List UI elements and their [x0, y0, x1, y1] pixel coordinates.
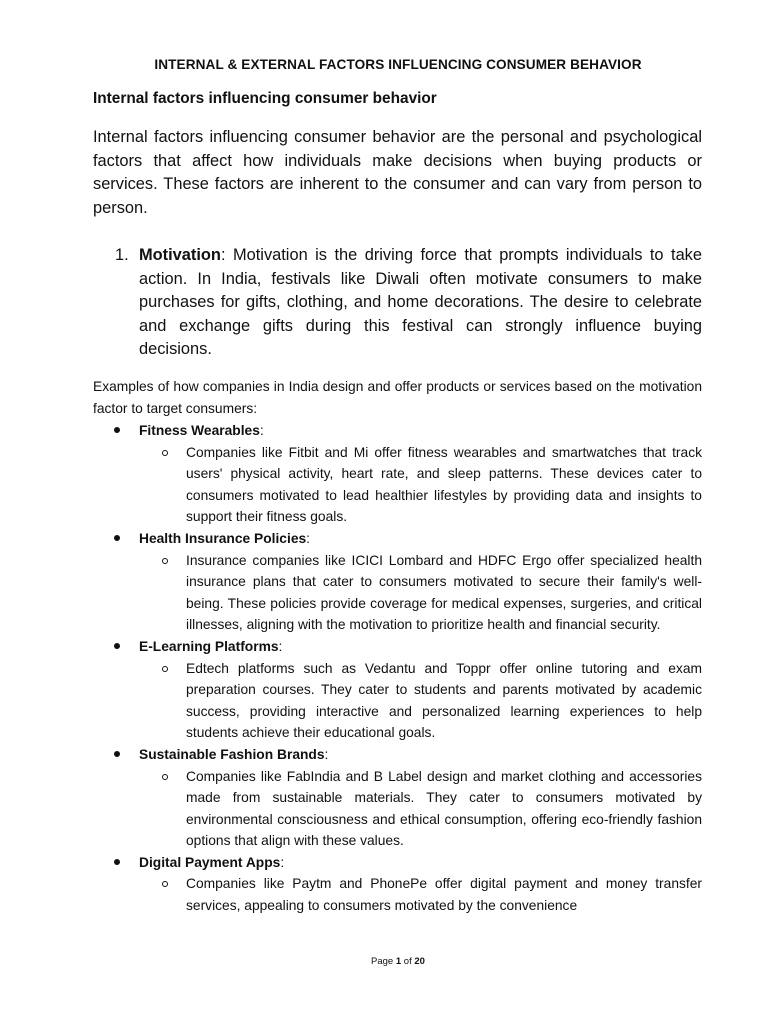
list-item-title: Digital Payment Apps	[139, 854, 281, 870]
list-item-heading	[139, 528, 768, 550]
list-item-heading	[139, 744, 768, 766]
circle-bullet-icon	[162, 881, 168, 887]
sub-list-item-text: Insurance companies like ICICI Lombard and HDFC Ergo offer specialized health insurance plans that cater to consumers motivated to secure their family's well-being. These policies provide coverage for medical expenses, surgeries, and critical illnesses, aligning with the motivation to prioritize health and financial security.	[186, 552, 702, 633]
bullet-icon	[114, 643, 120, 649]
list-item-heading	[139, 636, 768, 658]
list-item	[0, 528, 768, 636]
sub-list-item-text: Edtech platforms such as Vedantu and Toppr offer online tutoring and exam preparation courses. They cater to students and parents motivated by academic success, providing interactive and personalized learning experiences to help students achieve their educational goals.	[186, 660, 702, 741]
footer-current-page: 1	[395, 956, 402, 967]
numbered-item-term: Motivation	[139, 246, 221, 264]
list-item	[0, 420, 768, 528]
circle-bullet-icon	[162, 450, 168, 456]
list-item	[0, 636, 768, 744]
sub-list-item-text: Companies like Fitbit and Mi offer fitness wearables and smartwatches that track users' physical activity, heart rate, and sleep patterns. These devices cater to consumers motivated to lead healthier lifestyles by providing data and insights to support their fitness goals.	[186, 444, 702, 525]
numbered-list-item	[139, 244, 702, 362]
list-item-heading	[139, 852, 768, 874]
sub-list-item-text: Companies like FabIndia and B Label design and market clothing and accessories made from sustainable materials. They cater to consumers motivated by environmental consciousness and ethical consumption, offering eco-friendly fashion options that align with these values.	[186, 768, 702, 849]
examples-intro: Examples of how companies in India design and offer products or services based on the motivation factor to target consumers:	[93, 379, 702, 416]
bullet-icon	[114, 859, 120, 865]
intro-paragraph: Internal factors influencing consumer behavior are the personal and psychological factors that affect how individuals make decisions when buying products or services. These factors are inherent to the consumer and can vary from person to person.	[93, 128, 702, 217]
numbered-item-text: : Motivation is the driving force that prompts individuals to take action. In India, festivals like Diwali often motivate consumers to make purchases for gifts, clothing, and home decorations. The desire to celebrate and exchange gifts during this festival can strongly influence buying decisions.	[139, 246, 702, 359]
bullet-icon	[114, 751, 120, 757]
page-footer	[0, 956, 768, 967]
sub-list-item	[186, 658, 702, 744]
sub-list-item	[186, 550, 702, 636]
list-item-title: Health Insurance Policies	[139, 530, 307, 546]
list-item-colon: :	[278, 638, 283, 654]
sub-list-item	[186, 873, 702, 916]
sub-list-item-text: Companies like Paytm and PhonePe offer digital payment and money transfer services, appealing to consumers motivated by the convenience	[186, 876, 702, 914]
list-item-colon: :	[324, 746, 329, 762]
section-heading: Internal factors influencing consumer behavior	[93, 90, 437, 107]
list-item-title: E-Learning Platforms	[139, 638, 279, 654]
sub-list-item	[186, 442, 702, 528]
list-item-colon: :	[306, 530, 311, 546]
bullet-icon	[114, 535, 120, 541]
sub-list-item	[186, 766, 702, 852]
footer-page-word: Page	[371, 956, 394, 967]
bullet-icon	[114, 427, 120, 433]
list-item-heading	[139, 420, 768, 442]
list-item-title: Sustainable Fashion Brands	[139, 746, 325, 762]
list-item	[0, 852, 768, 917]
list-item	[0, 744, 768, 852]
list-item-title: Fitness Wearables	[139, 423, 260, 438]
circle-bullet-icon	[162, 774, 168, 780]
circle-bullet-icon	[162, 666, 168, 672]
footer-of-word: of	[403, 956, 412, 967]
document-title: INTERNAL & EXTERNAL FACTORS INFLUENCING CONSUMER BEHAVIOR	[154, 57, 642, 72]
list-item-colon: :	[280, 854, 285, 870]
examples-list	[0, 420, 768, 917]
footer-total-pages: 20	[414, 956, 425, 967]
circle-bullet-icon	[162, 558, 168, 564]
list-item-colon: :	[259, 423, 264, 438]
numbered-list-marker: 1.	[115, 246, 129, 264]
